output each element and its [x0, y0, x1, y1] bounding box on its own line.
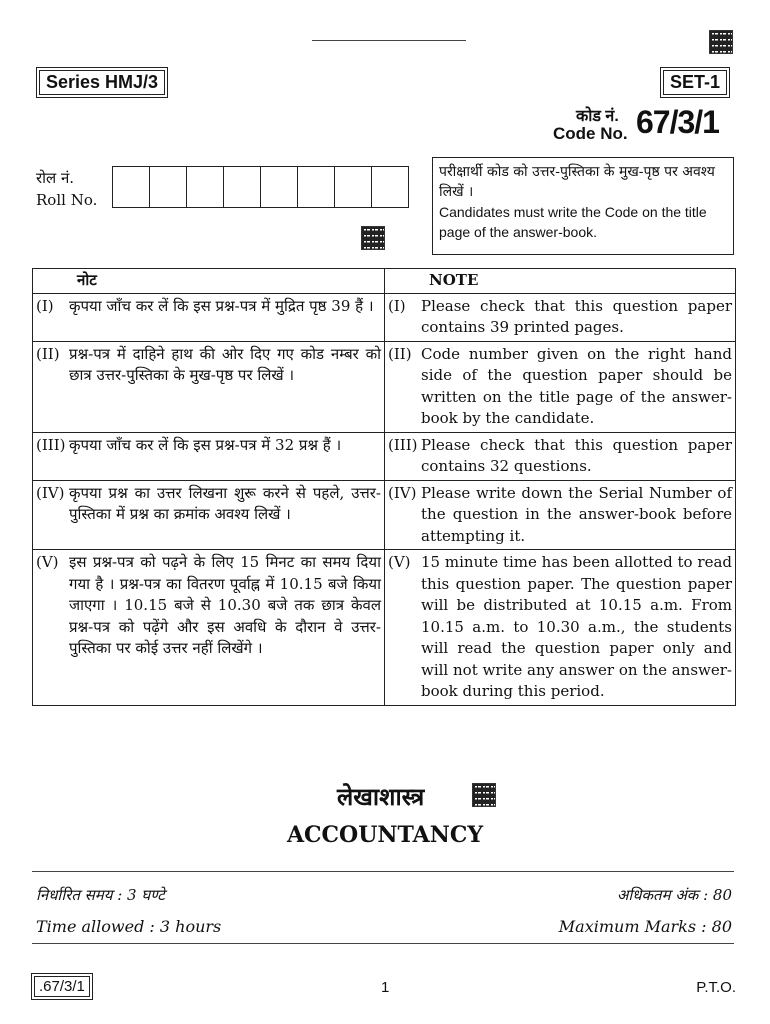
table-header-row [33, 269, 736, 294]
table-row [33, 341, 736, 432]
note-english: Please check that this question paper contains 32 questions. [418, 432, 736, 480]
table-row [33, 550, 736, 706]
notes-hindi-heading: नोट [33, 269, 385, 294]
note-number: (I) [33, 293, 67, 341]
notes-english-heading: NOTE [385, 269, 736, 294]
marks-english: Maximum Marks : 80 [558, 917, 732, 936]
note-hindi: कृपया जाँच कर लें कि इस प्रश्न-पत्र में मुद्रित पृष्ठ 39 हैं । [66, 293, 385, 341]
time-english: Time allowed : 3 hours [36, 917, 222, 936]
note-number: (IV) [385, 480, 419, 550]
roll-digit-box[interactable] [224, 167, 261, 207]
subject-hindi: लेखाशास्त्र [337, 782, 425, 811]
roll-digit-box[interactable] [372, 167, 408, 207]
notice-english: Candidates must write the Code on the title page of the answer-book. [439, 204, 707, 240]
candidate-notice [432, 157, 734, 255]
footer-code: .67/3/1 [34, 976, 90, 997]
note-english: Please check that this question paper contains 39 printed pages. [418, 293, 736, 341]
table-row [33, 293, 736, 341]
note-number: (II) [33, 341, 67, 432]
page-number: 1 [381, 979, 390, 996]
divider-line [32, 871, 734, 872]
code-number: 67/3/1 [636, 104, 719, 140]
code-hindi: कोड नं. [576, 108, 619, 125]
roll-hindi: रोल नं. [36, 169, 75, 187]
pto-label: P.T.O. [696, 979, 736, 996]
roll-english: Roll No. [36, 191, 98, 209]
subject-english: ACCOUNTANCY [286, 822, 484, 848]
code-label: Code No. [553, 124, 628, 143]
note-hindi: कृपया जाँच कर लें कि इस प्रश्न-पत्र में 32 प्रश्न हैं । [66, 432, 385, 480]
table-row [33, 432, 736, 480]
note-english: 15 minute time has been allotted to read this question paper. The question paper will be distributed at 10.15 a.m. From 10.15 a.m. to 10.30 a.m., the students will read the question paper only and will not write any answer on the answer-book during this period. [418, 550, 736, 706]
series-label: Series HMJ/3 [39, 70, 165, 95]
note-number: (V) [33, 550, 67, 706]
note-number: (II) [385, 341, 419, 432]
set-label: SET-1 [663, 70, 727, 95]
instructions-table [32, 268, 736, 706]
roll-digit-box[interactable] [298, 167, 335, 207]
time-hindi: निर्धारित समय : 3 घण्टे [36, 886, 165, 904]
marks-hindi: अधिकतम अंक : 80 [616, 886, 732, 904]
roll-number-boxes[interactable] [112, 166, 409, 208]
roll-digit-box[interactable] [187, 167, 224, 207]
roll-digit-box[interactable] [113, 167, 150, 207]
note-english: Please write down the Serial Number of the question in the answer-book before attempting it. [418, 480, 736, 550]
note-hindi: कृपया प्रश्न का उत्तर लिखना शुरू करने से पहले, उत्तर-पुस्तिका में प्रश्न का क्रमांक अवश्य लिखें । [66, 480, 385, 550]
qr-code-icon [710, 31, 732, 53]
note-hindi: इस प्रश्न-पत्र को पढ़ने के लिए 15 मिनट का समय दिया गया है । प्रश्न-पत्र का वितरण पूर्वाह्न में 10.15 बजे किया जाएगा । 10.15 बजे से 10.30 बजे तक छात्र केवल प्रश्न-पत्र को पढ़ेंगे और इस अवधि के दौरान वे उत्तर-पुस्तिका पर कोई उत्तर नहीं लिखेंगे । [66, 550, 385, 706]
table-row [33, 480, 736, 550]
qr-code-icon [362, 227, 384, 249]
note-english: Code number given on the right hand side of the question paper should be written on the title page of the answer-book by the candidate. [418, 341, 736, 432]
note-number: (IV) [33, 480, 67, 550]
roll-digit-box[interactable] [335, 167, 372, 207]
roll-digit-box[interactable] [261, 167, 298, 207]
note-number: (III) [33, 432, 67, 480]
top-rule [312, 40, 466, 41]
note-number: (III) [385, 432, 419, 480]
roll-digit-box[interactable] [150, 167, 187, 207]
note-number: (I) [385, 293, 419, 341]
note-number: (V) [385, 550, 419, 706]
note-hindi: प्रश्न-पत्र में दाहिने हाथ की ओर दिए गए कोड नम्बर को छात्र उत्तर-पुस्तिका के मुख-पृष्ठ पर लिखें । [66, 341, 385, 432]
divider-line [32, 943, 734, 944]
qr-code-icon [473, 784, 495, 806]
notice-hindi: परीक्षार्थी कोड को उत्तर-पुस्तिका के मुख-पृष्ठ पर अवश्य लिखें । [439, 164, 715, 200]
